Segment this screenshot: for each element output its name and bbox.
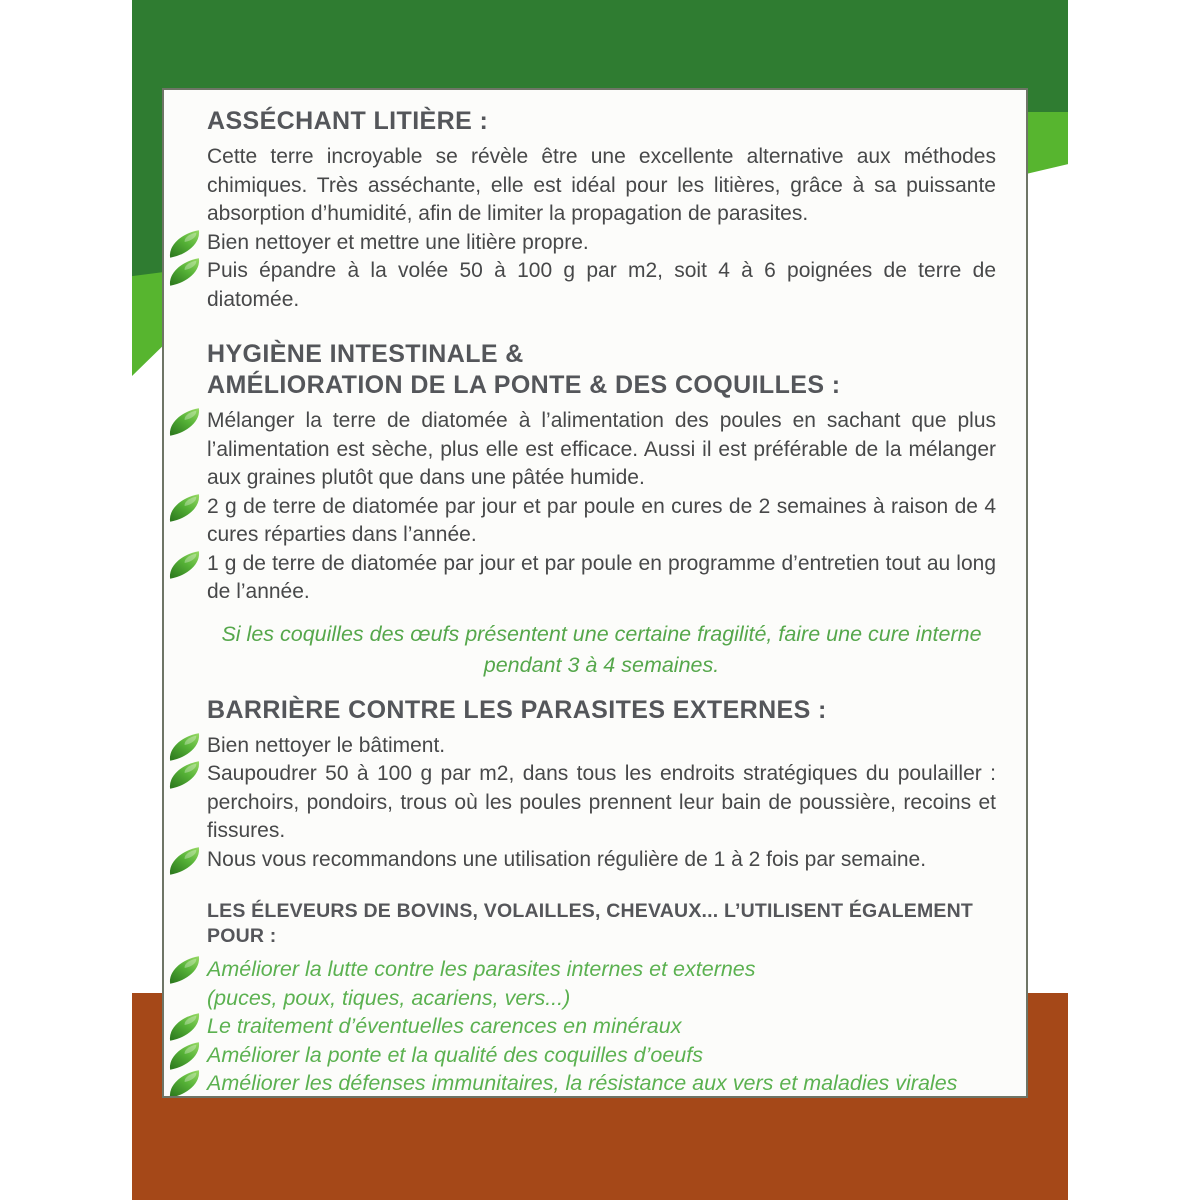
section-heading: LES ÉLEVEURS DE BOVINS, VOLAILLES, CHEVAUX... L’UTILISENT ÉGALEMENT POUR : xyxy=(207,900,974,947)
leaf-icon xyxy=(166,1042,202,1069)
bullet-text: Améliorer les défenses immunitaires, la résistance aux vers et maladies virales xyxy=(207,1071,958,1095)
leaf-icon xyxy=(166,956,202,983)
leaf-icon xyxy=(166,761,202,788)
bullet-text: Bien nettoyer le bâtiment. xyxy=(207,733,446,757)
bullet-item xyxy=(207,1041,996,1070)
bullet-item xyxy=(207,229,996,258)
green-left-stripe xyxy=(132,0,164,280)
bullet-text: 2 g de terre de diatomée par jour et par poule en cures de 2 semaines à raison de 4 cures réparties dans l’année. xyxy=(207,494,996,546)
bullet-text: Améliorer la lutte contre les parasites internes et externes xyxy=(207,957,756,981)
bullet-item xyxy=(207,1069,996,1098)
bullet-item xyxy=(207,760,996,846)
bullet-text: Améliorer la ponte et la qualité des coquilles d’oeufs xyxy=(207,1042,703,1067)
leaf-icon xyxy=(166,408,202,435)
bullet-item xyxy=(207,407,996,493)
leaf-icon xyxy=(166,230,202,257)
bullet-item xyxy=(207,846,996,875)
section-eleveurs xyxy=(207,899,996,1098)
leaf-icon xyxy=(166,258,202,285)
section-assechant-litiere xyxy=(207,106,996,314)
leaf-icon xyxy=(166,551,202,578)
bullet-text: Bien nettoyer et mettre une litière propre. xyxy=(207,230,589,254)
leaf-icon xyxy=(166,733,202,760)
bullet-continuation: (puces, poux, tiques, acariens, vers...) xyxy=(207,985,571,1010)
leaf-icon xyxy=(166,494,202,521)
bullet-text: Puis épandre à la volée 50 à 100 g par m2, soit 4 à 6 poignées de terre de diatomée. xyxy=(207,259,996,311)
green-right-tab xyxy=(1026,112,1068,174)
section-heading: BARRIÈRE CONTRE LES PARASITES EXTERNES : xyxy=(207,695,827,724)
section-heading-line1: HYGIÈNE INTESTINALE & xyxy=(207,340,524,368)
label-card xyxy=(162,88,1028,1098)
section-heading: ASSÉCHANT LITIÈRE : xyxy=(207,107,489,135)
bullet-text: Mélanger la terre de diatomée à l’alimentation des poules en sachant que plus l’alimentation est sèche, plus elle est efficace. Aussi il est préférable de la mélanger aux graines plutôt que dans une pâtée humide. xyxy=(207,409,996,489)
leaf-icon xyxy=(166,847,202,874)
bullet-item xyxy=(207,257,996,314)
section-hygiene-intestinale xyxy=(207,339,996,681)
bullet-text: Saupoudrer 50 à 100 g par m2, dans tous les endroits stratégiques du poulailler : perchoirs, pondoirs, trous où les poules prennent leur bain de poussière, recoins et fissures. xyxy=(207,762,996,842)
bullet-item xyxy=(207,1012,996,1041)
leaf-icon xyxy=(166,1013,202,1040)
bullet-text: 1 g de terre de diatomée par jour et par poule en programme d’entretien tout au long de l’année. xyxy=(207,551,996,603)
egg-shell-note: Si les coquilles des œufs présentent une certaine fragilité, faire une cure interne pendant 3 à 4 semaines. xyxy=(221,621,982,677)
green-left-stripe-light xyxy=(132,272,164,376)
section-barriere-parasites xyxy=(207,695,996,875)
section-intro: Cette terre incroyable se révèle être une excellente alternative aux méthodes chimiques. Très asséchante, elle est idéal pour les litières, grâce à sa puissante absorption d’humidité, afin de limiter la propagation de parasites. xyxy=(207,145,996,225)
bullet-item xyxy=(207,955,996,984)
bullet-text: Le traitement d’éventuelles carences en minéraux xyxy=(207,1014,682,1038)
leaf-icon xyxy=(166,1070,202,1097)
bullet-item xyxy=(207,732,996,761)
bullet-item xyxy=(207,493,996,550)
bullet-item xyxy=(207,550,996,607)
bullet-text: Nous vous recommandons une utilisation régulière de 1 à 2 fois par semaine. xyxy=(207,847,927,871)
section-heading-line2: AMÉLIORATION DE LA PONTE & DES COQUILLES : xyxy=(207,371,841,399)
